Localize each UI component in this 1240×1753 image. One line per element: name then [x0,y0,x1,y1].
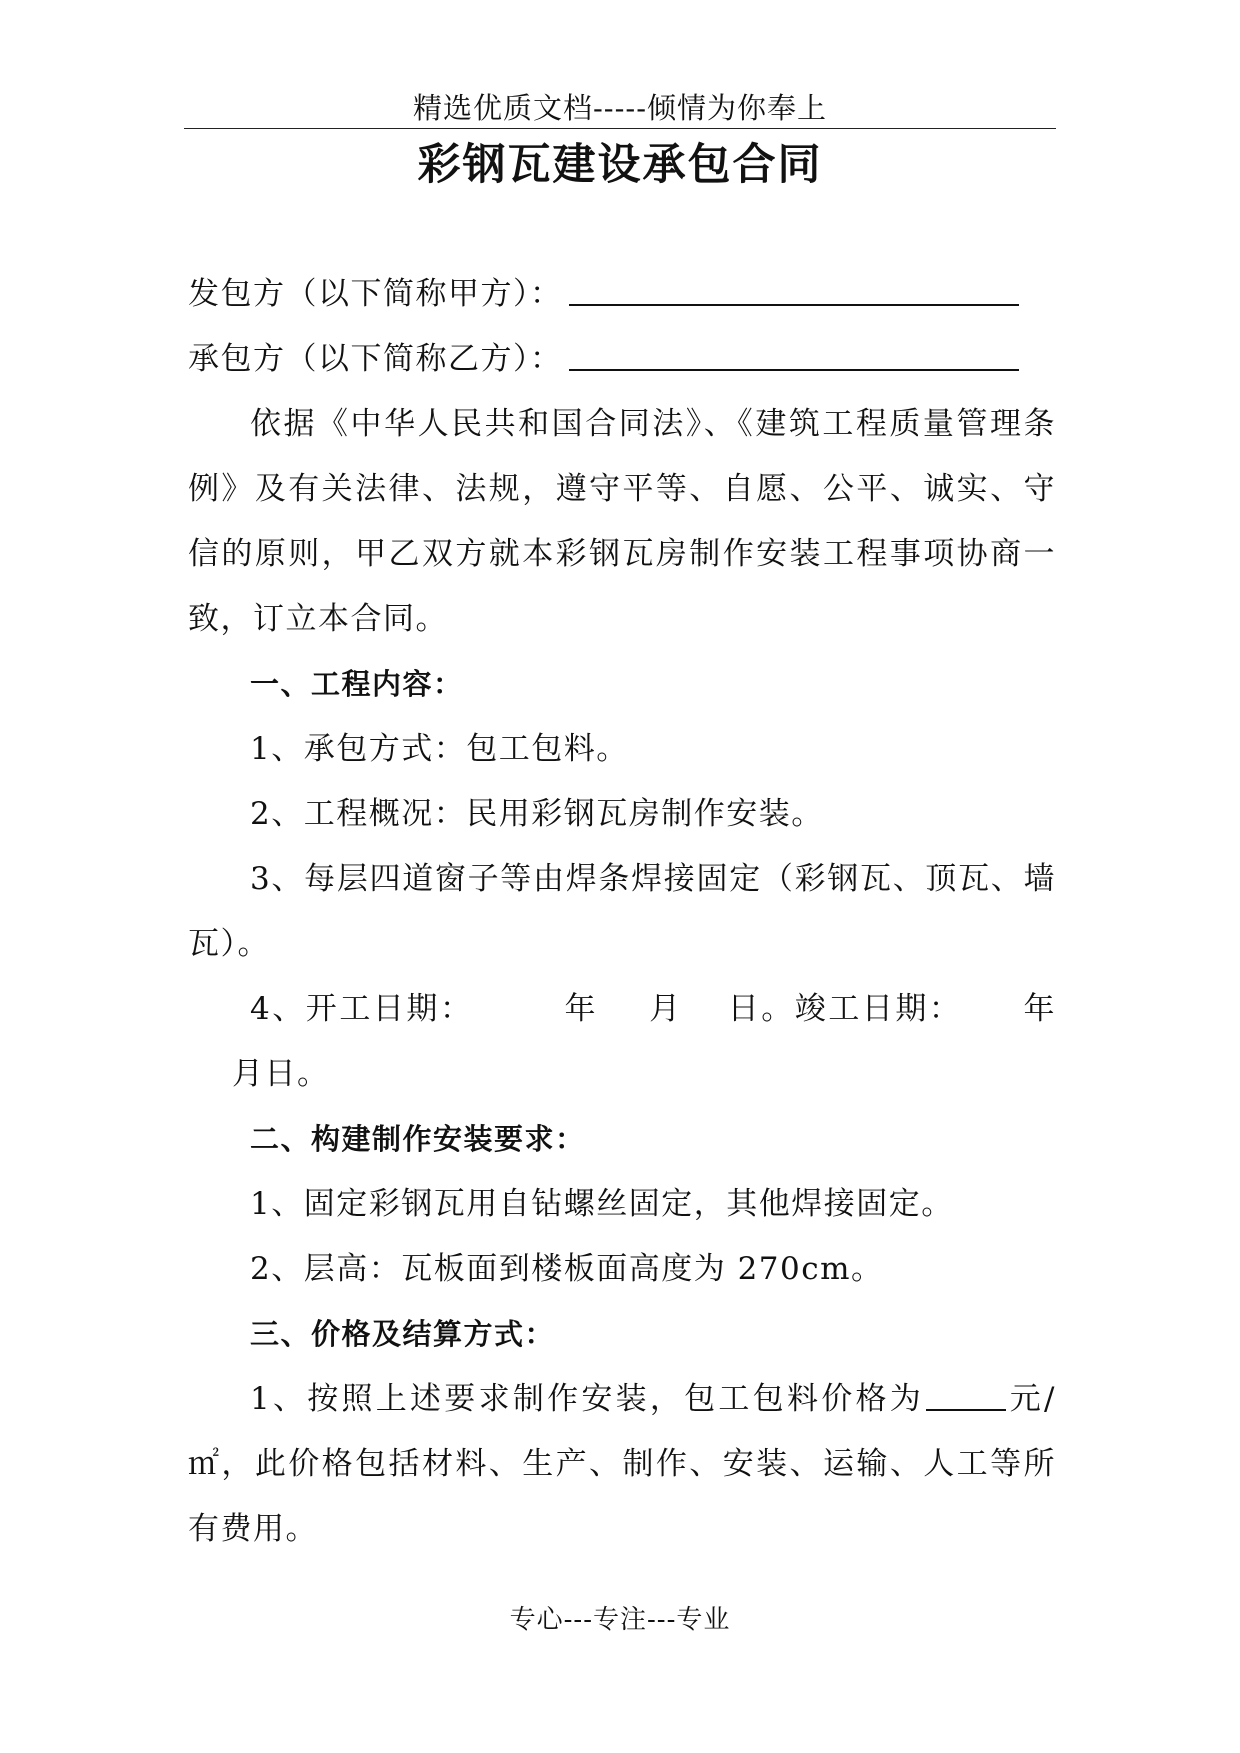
end-month-label: 月 [232,1056,265,1092]
document-title: 彩钢瓦建设承包合同 [417,140,823,190]
header-divider [184,128,1056,129]
section-3-heading: 三、价格及结算方式： [250,1317,556,1351]
price-prefix: 1、按照上述要求制作安装，包工包料价格为 [250,1381,925,1417]
section-1-item-1: 1、承包方式：包工包料。 [250,731,629,767]
section-3-item-1 [188,1367,1056,1562]
party-a-blank [569,304,1019,306]
start-year-label: 年 [563,991,599,1027]
section-1-item-2: 2、工程概况：民用彩钢瓦房制作安装。 [250,796,824,832]
start-day-label: 日。 [726,991,795,1027]
document-body [188,262,1056,1562]
section-2-item-1: 1、固定彩钢瓦用自钻螺丝固定，其他焊接固定。 [250,1186,954,1222]
end-date-label: 竣工日期： [794,991,963,1027]
party-a-line [188,262,1056,327]
section-1-heading: 一、工程内容： [250,667,464,701]
page-header: 精选优质文档-----倾情为你奉上 [413,91,827,125]
intro-paragraph: 依据《中华人民共和国合同法》、《建筑工程质量管理条例》及有关法律、法规，遵守平等、自愿、公平、诚实、守信的原则，甲乙双方就本彩钢瓦房制作安装工程事项协商一致，订立本合同。 [188,406,1056,637]
party-b-blank [569,369,1019,371]
section-1-item-4 [188,977,1056,1107]
section-1-item-3: 3、每层四道窗子等由焊条焊接固定（彩钢瓦、顶瓦、墙瓦）。 [188,861,1056,962]
start-month-label: 月 [648,991,683,1027]
price-unit: 元/㎡， [188,1381,1056,1482]
start-date-label: 4、开工日期： [250,991,474,1027]
end-year-label: 年 [1022,991,1057,1027]
party-a-label: 发包方（以下简称甲方）： [188,276,563,312]
section-2-item-2: 2、层高：瓦板面到楼板面高度为 270cm。 [250,1251,884,1287]
party-b-label: 承包方（以下简称乙方）： [188,341,563,377]
section-2-heading: 二、构建制作安装要求： [250,1122,586,1156]
price-scope: 此价格包括材料、生产、制作、安装、运输、人工等所有费用。 [188,1446,1057,1547]
page-footer: 专心---专注---专业 [509,1605,731,1635]
party-b-line [188,327,1056,392]
price-blank [926,1409,1006,1411]
end-day-label: 日。 [264,1056,330,1092]
